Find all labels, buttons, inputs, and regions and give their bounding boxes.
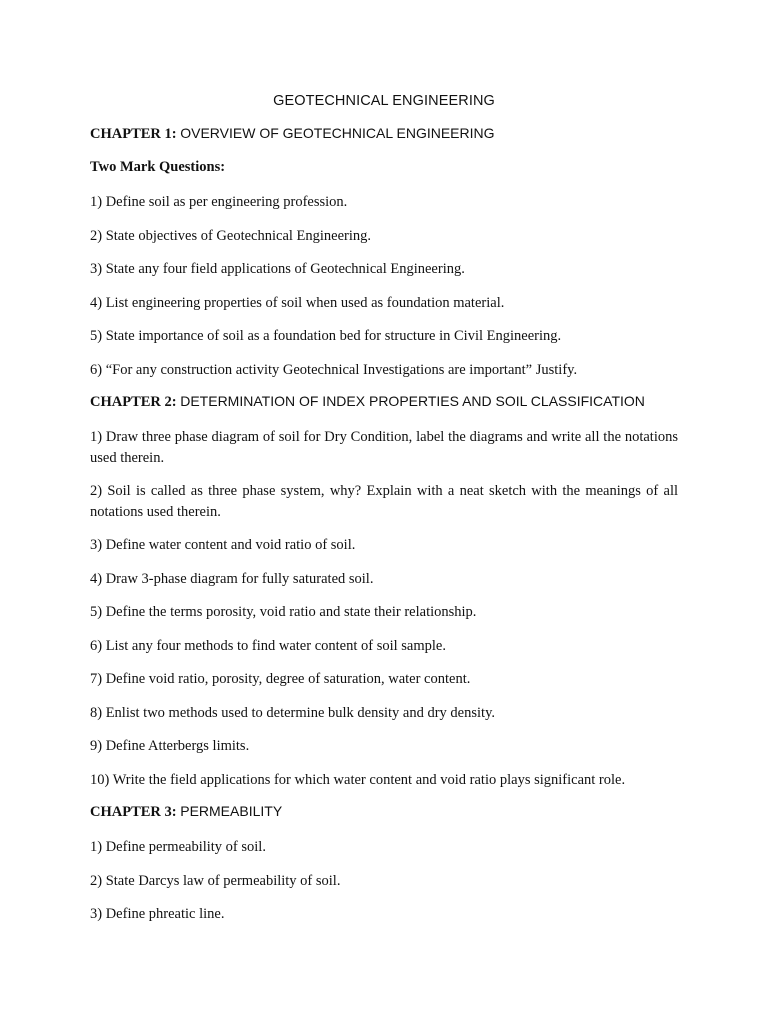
question-item: 1) Define soil as per engineering profession. bbox=[90, 194, 348, 210]
question-item: 5) Define the terms porosity, void ratio and state their relationship. bbox=[90, 604, 477, 620]
question-item: 6) List any four methods to find water content of soil sample. bbox=[90, 637, 446, 654]
question-item: 2) Soil is called as three phase system, why? Explain with a neat sketch with the meanings of all notations used therein. bbox=[90, 483, 678, 520]
question-item: 4) List engineering properties of soil when used as foundation material. bbox=[90, 294, 505, 311]
question-item: 3) State any four field applications of Geotechnical Engineering. bbox=[90, 261, 465, 277]
chapter-3-heading bbox=[90, 803, 678, 821]
chapter-number: CHAPTER 2: bbox=[90, 394, 177, 410]
chapter-title: DETERMINATION OF INDEX PROPERTIES AND SOIL CLASSIFICATION bbox=[180, 393, 645, 409]
chapter-2-heading bbox=[90, 393, 678, 411]
question-item: 4) Draw 3-phase diagram for fully saturated soil. bbox=[90, 570, 374, 587]
chapter-number: CHAPTER 3: bbox=[90, 804, 177, 820]
question-item: 6) “For any construction activity Geotechnical Investigations are important” Justify. bbox=[90, 361, 578, 378]
question-item: 2) State objectives of Geotechnical Engineering. bbox=[90, 227, 372, 244]
question-item: 3) Define water content and void ratio of soil. bbox=[90, 537, 356, 553]
question-item: 3) Define phreatic line. bbox=[90, 906, 225, 922]
section-subheading: Two Mark Questions: bbox=[90, 159, 226, 175]
question-item: 7) Define void ratio, porosity, degree of saturation, water content. bbox=[90, 671, 471, 687]
question-item: 2) State Darcys law of permeability of soil. bbox=[90, 872, 341, 889]
question-item: 9) Define Atterbergs limits. bbox=[90, 738, 250, 754]
chapter-title: OVERVIEW OF GEOTECHNICAL ENGINEERING bbox=[180, 125, 495, 141]
document-title: GEOTECHNICAL ENGINEERING bbox=[273, 93, 495, 109]
question-item: 10) Write the field applications for which water content and void ratio plays significant role. bbox=[90, 771, 626, 788]
question-item: 8) Enlist two methods used to determine bulk density and dry density. bbox=[90, 704, 496, 721]
question-item: 1) Define permeability of soil. bbox=[90, 839, 266, 855]
chapter-1-heading bbox=[90, 125, 678, 143]
chapter-number: CHAPTER 1: bbox=[90, 126, 177, 142]
question-item: 1) Draw three phase diagram of soil for Dry Condition, label the diagrams and write all the notations used therein. bbox=[90, 429, 678, 466]
chapter-title: PERMEABILITY bbox=[180, 803, 283, 819]
question-item: 5) State importance of soil as a foundation bed for structure in Civil Engineering. bbox=[90, 328, 562, 344]
